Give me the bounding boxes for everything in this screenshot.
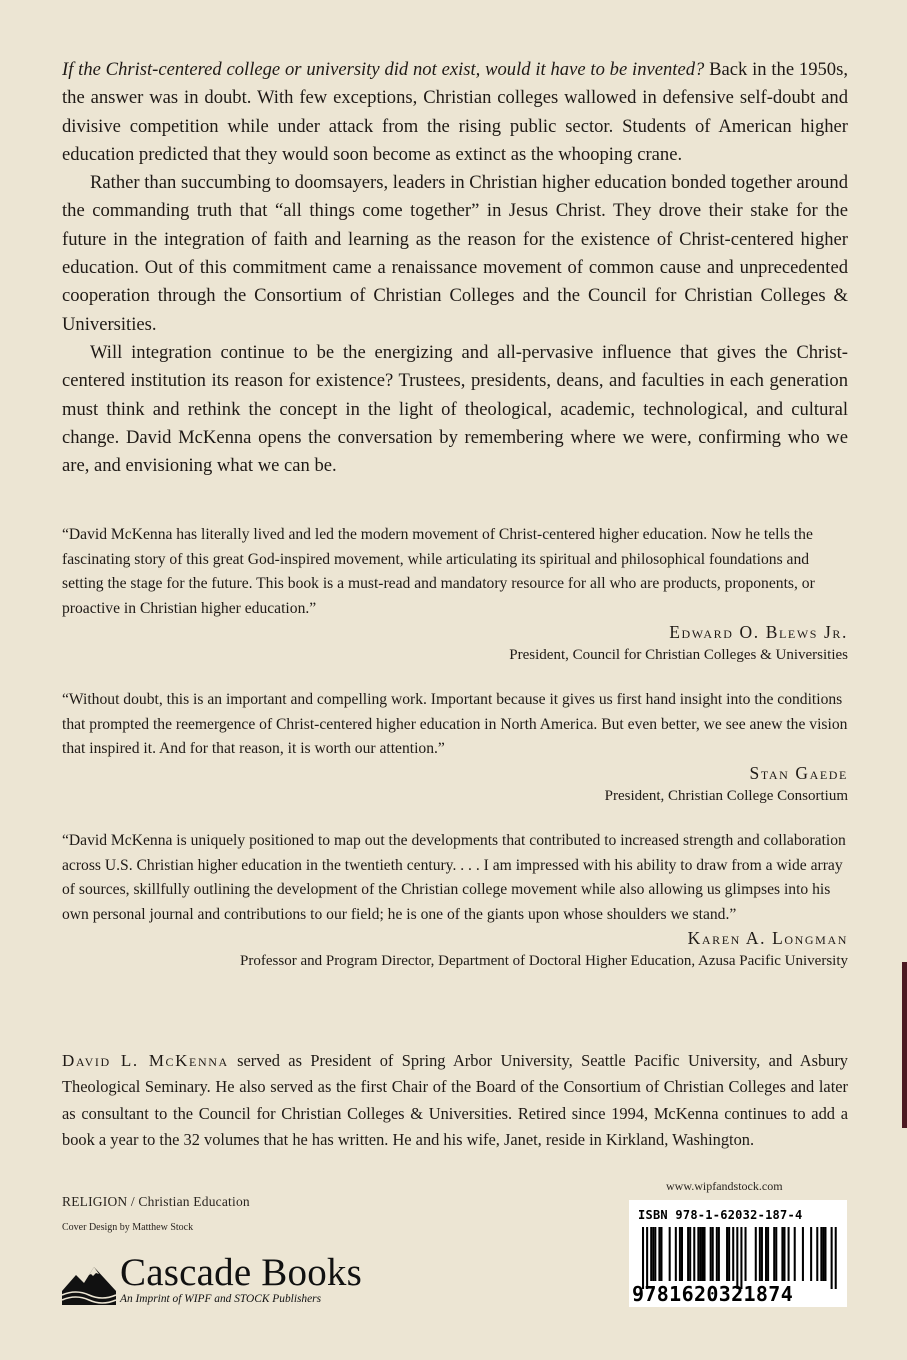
barcode-bar: [687, 1227, 689, 1281]
blurb-paragraph-2: Rather than succumbing to doomsayers, leaders in Christian higher education bonded together around the commanding truth that “all things come together” in Jesus Christ. They drove their stake for the future in the integration of faith and learning as the reason for the existence of Christ-centered higher education. Out of this commitment came a renaissance movement of common cause and unprecedented cooperation through the Consortium of Christian Colleges and the Council for Christian Colleges & Universities.: [62, 172, 848, 335]
barcode-bar: [679, 1227, 681, 1281]
endorser-role: Professor and Program Director, Department of Doctoral Higher Education, Azusa Pacific University: [240, 953, 848, 969]
barcode-bar: [794, 1227, 796, 1281]
endorser-role: President, Council for Christian Colleges & Universities: [509, 647, 848, 663]
barcode-bar: [765, 1227, 767, 1281]
barcode-bar: [745, 1227, 747, 1281]
barcode-bar: [650, 1227, 652, 1281]
barcode-bar: [728, 1227, 730, 1281]
endorsement-2: [62, 688, 848, 807]
blurb-paragraph-1: [62, 56, 848, 169]
endorser-name: Karen A. Longman: [687, 928, 848, 948]
cover-design-credit: Cover Design by Matthew Stock: [62, 1222, 194, 1233]
barcode-bar: [755, 1227, 757, 1281]
author-bio: [62, 1048, 848, 1153]
barcode-bar: [732, 1227, 734, 1281]
endorser-name: Stan Gaede: [749, 762, 848, 783]
endorsement-text: “David McKenna has literally lived and led the modern movement of Christ-centered higher education. Now he tells the fascinating story of this great God-inspired movement, while articulating its spiritual and philosophical foundations and setting the stage for the future. This book is a must-read and mandatory resource for all who are products, proponents, or proactive in Christian higher education.”: [62, 526, 815, 617]
barcode-bar: [773, 1227, 775, 1281]
barcode-bar: [718, 1227, 720, 1281]
publisher-website: www.wipfandstock.com: [666, 1179, 783, 1193]
barcode-bar: [824, 1227, 826, 1281]
blurb-paragraph-1-text: Back in the 1950s, the answer was in doubt. With few exceptions, Christian colleges wallowed in defensive self-doubt and divisive competition while under attack from the rising public sector. Students of American higher education predicted that they would soon become as extinct as the whooping crane.: [62, 59, 848, 165]
barcode-bar: [669, 1227, 671, 1281]
barcode-bar: [761, 1227, 763, 1281]
barcode-bar: [675, 1227, 677, 1281]
barcode-bar: [689, 1227, 691, 1281]
barcode-bar: [783, 1227, 785, 1281]
barcode-bar: [660, 1227, 662, 1281]
barcode-bar: [822, 1227, 824, 1281]
blurb-paragraph-3: Will integration continue to be the energizing and all-pervasive influence that gives the Christ-centered institution its reason for existence? Trustees, presidents, deans, and faculties in each generation must think and rethink the concept in the light of theological, academic, technological, and cultural change. David McKenna opens the conversation by remembering where we were, confirming who we are, and envisioning what we can be.: [62, 341, 848, 477]
barcode-digits: 9781620321874: [632, 1282, 794, 1306]
publisher-logo: [62, 1252, 392, 1312]
barcode-bar: [810, 1227, 812, 1281]
barcode-bar: [831, 1227, 833, 1289]
barcode-bar: [767, 1227, 769, 1281]
blurb-opening-question: If the Christ-centered college or university did not exist, would it have to be invented?: [62, 59, 705, 80]
publisher-imprint: An Imprint of WIPF and STOCK Publishers: [120, 1293, 322, 1305]
barcode-bar: [726, 1227, 728, 1281]
barcode-bar: [699, 1227, 701, 1281]
back-cover-blurb: [62, 56, 848, 480]
mountain-logo-icon: [62, 1255, 116, 1305]
barcode-bar: [658, 1227, 660, 1281]
barcode-bar: [759, 1227, 761, 1281]
barcode-bar: [693, 1227, 695, 1281]
barcode-bar: [681, 1227, 683, 1281]
endorsement-3: [62, 829, 848, 972]
barcode-bar: [701, 1227, 703, 1281]
endorser-role: President, Christian College Consortium: [604, 787, 848, 804]
barcode-bar: [835, 1227, 837, 1289]
endorsement-text: “Without doubt, this is an important and compelling work. Important because it gives us first hand insight into the conditions that prompted the reemergence of Christ-centered higher education in North America. But even better, we see anew the vision that inspired it. And for that reason, it is worth our attention.”: [62, 691, 848, 757]
barcode-bar: [775, 1227, 777, 1281]
barcode-bar: [802, 1227, 804, 1281]
barcode-bar: [736, 1227, 738, 1289]
barcode-bar: [816, 1227, 818, 1281]
isbn-barcode: [629, 1200, 847, 1307]
barcode-bar: [642, 1227, 644, 1289]
barcode-bar: [712, 1227, 714, 1281]
barcode-bar: [654, 1227, 656, 1281]
isbn-label: ISBN 978-1-62032-187-4: [638, 1208, 803, 1222]
author-bio-text: served as President of Spring Arbor University, Seattle Pacific University, and Asbury Theological Seminary. He also served as the first Chair of the Board of the Consortium of Christian Colleges and later as consultant to the Council for Christian Colleges & Universities. Retired since 1994, McKenna continues to add a book a year to the 32 volumes that he has written. He and his wife, Janet, reside in Kirkland, Washington.: [62, 1051, 849, 1149]
endorsement-1: [62, 523, 848, 666]
barcode-bar: [820, 1227, 822, 1281]
barcode-bar: [716, 1227, 718, 1281]
endorser-name: Edward O. Blews Jr.: [669, 622, 848, 642]
barcode-bar: [652, 1227, 654, 1281]
author-name: David L. McKenna: [62, 1051, 229, 1070]
barcode-bar: [710, 1227, 712, 1281]
book-category: RELIGION / Christian Education: [62, 1194, 250, 1209]
barcode-bar: [646, 1227, 648, 1289]
barcode-bar: [788, 1227, 790, 1281]
barcode-bar: [781, 1227, 783, 1281]
barcode-bar: [697, 1227, 699, 1281]
spine-color-mark: [902, 962, 907, 1128]
endorsement-text: “David McKenna is uniquely positioned to map out the developments that contributed to increased strength and collaboration across U.S. Christian higher education in the twentieth century. . . . I am impressed with his ability to draw from a wide array of sources, skillfully outlining the development of the Christian college movement while also allowing us glimpses into his own personal journal and contributions to our field; he is one of the giants upon whose shoulders we stand.”: [62, 832, 846, 923]
barcode-bar: [740, 1227, 742, 1289]
barcode-bar: [704, 1227, 706, 1281]
publisher-name: Cascade Books: [120, 1251, 362, 1294]
